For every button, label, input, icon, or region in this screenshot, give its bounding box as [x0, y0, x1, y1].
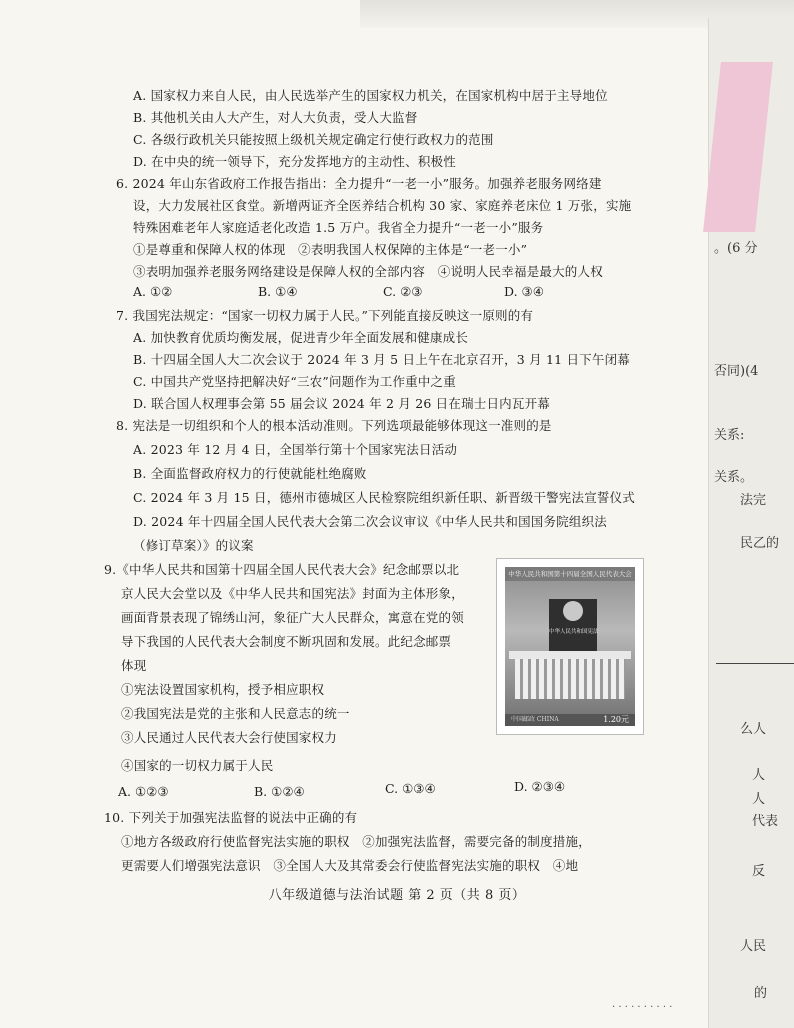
answer-option: A. ①②③ — [118, 784, 169, 799]
adjacent-page-text: 民乙的 — [740, 536, 780, 551]
option-text: A. 2023 年 12 月 4 日，全国举行第十个国家宪法日活动 — [133, 442, 458, 457]
question-stem: 画面背景表现了锦绣山河，象征广大人民群众，寓意在党的领 — [121, 610, 464, 625]
answer-option: A. ①② — [133, 284, 173, 299]
adjacent-page-text: 代表 — [752, 814, 779, 829]
question-stem: 8. 宪法是一切组织和个人的根本活动准则。下列选项最能够体现这一准则的是 — [116, 418, 552, 433]
question-stem: 设，大力发展社区食堂。新增两证齐全医养结合机构 30 家、家庭养老床位 1 万张，实施 — [133, 198, 632, 213]
question-stem: 特殊困难老年人家庭适老化改造 1.5 万户。我省全力提升“一老一小”服务 — [133, 220, 544, 235]
answer-option: B. ①④ — [258, 284, 298, 299]
statement-text: ①宪法设置国家机构，授予相应职权 — [121, 682, 325, 697]
adjacent-page-text: 人民 — [740, 939, 767, 954]
question-stem: 导下我国的人民代表大会制度不断巩固和发展。此纪念邮票 — [121, 634, 452, 649]
stamp-header: 中华人民共和国第十四届全国人民代表大会 — [505, 567, 635, 581]
answer-option: C. ①③④ — [385, 781, 436, 796]
option-text: A. 加快教育优质均衡发展，促进青少年全面发展和健康成长 — [133, 330, 469, 345]
option-text: B. 其他机关由人大产生，对人大负责，受人大监督 — [133, 110, 418, 125]
adjacent-page-text: 的 — [754, 986, 768, 1001]
statement-text: 更需要人们增强宪法意识 ③全国人大及其常委会行使监督宪法实施的职权 ④地 — [121, 858, 579, 873]
stamp-book-title: 中华人民共和国宪法 — [549, 629, 599, 635]
statement-text: ①是尊重和保障人权的体现 ②表明我国人权保障的主体是“一老一小” — [133, 242, 528, 257]
answer-option: D. ③④ — [504, 284, 544, 299]
option-text: （修订草案）》的议案 — [133, 538, 254, 553]
option-text: D. 2024 年十四届全国人民代表大会第二次会议审议《中华人民共和国国务院组织法 — [133, 514, 608, 529]
question-stem: 京人民大会堂以及《中华人民共和国宪法》封面为主体形象， — [121, 586, 464, 601]
stamp-price: 1.20元 — [603, 715, 629, 724]
adjacent-page-text: 。(6 分 — [714, 241, 758, 256]
adjacent-page-text: 么人 — [740, 722, 767, 737]
option-text: B. 十四届全国人大二次会议于 2024 年 3 月 5 日上午在北京召开，3 月 11 日下午闭幕 — [133, 352, 630, 367]
stamp-footer: 中国邮政 CHINA — [505, 714, 635, 726]
answer-option: D. ②③④ — [514, 779, 566, 794]
adjacent-page-text: 否同)(4 — [714, 364, 759, 379]
great-hall-of-the-people — [515, 659, 625, 699]
stamp-artwork — [505, 567, 635, 726]
commemorative-stamp-image — [497, 559, 643, 734]
great-hall-roof — [509, 651, 631, 659]
national-emblem-icon — [563, 601, 583, 621]
bottom-edge-scrap: · · · · · · · · · · — [612, 1002, 673, 1013]
statement-text: ②我国宪法是党的主张和人民意志的统一 — [121, 706, 350, 721]
adjacent-page-text: 关系: — [714, 428, 745, 443]
option-text: D. 在中央的统一领导下，充分发挥地方的主动性、积极性 — [133, 154, 456, 169]
statement-text: ①地方各级政府行使监督宪法实施的职权 ②加强宪法监督，需要完备的制度措施， — [121, 834, 591, 849]
question-stem: 10. 下列关于加强宪法监督的说法中正确的有 — [104, 810, 358, 825]
question-stem: 9.《中华人民共和国第十四届全国人民代表大会》纪念邮票以北 — [104, 562, 460, 577]
option-text: C. 2024 年 3 月 15 日，德州市德城区人民检察院组织新任职、新晋级干警宪法宣誓仪式 — [133, 490, 636, 505]
answer-option: B. ①②④ — [254, 784, 305, 799]
question-stem: 7. 我国宪法规定：“国家一切权力属于人民。”下列能直接反映这一原则的有 — [116, 308, 534, 323]
statement-text: ③人民通过人民代表大会行使国家权力 — [121, 730, 337, 745]
page-footer: 八年级道德与法治试题 第 2 页（共 8 页） — [268, 888, 526, 903]
adjacent-page-text: 人 — [752, 792, 766, 807]
answer-option: C. ②③ — [383, 284, 423, 299]
question-stem: 6. 2024 年山东省政府工作报告指出：全力提升“一老一小”服务。加强养老服务网络建 — [116, 176, 602, 191]
option-text: A. 国家权力来自人民，由人民选举产生的国家权力机关，在国家机构中居于主导地位 — [133, 88, 608, 103]
option-text: C. 各级行政机关只能按照上级机关规定确定行使行政权力的范围 — [133, 132, 494, 147]
adjacent-page-text: 反 — [752, 864, 766, 879]
option-text: D. 联合国人权理事会第 55 届会议 2024 年 2 月 26 日在瑞士日内瓦开幕 — [133, 396, 550, 411]
option-text: C. 中国共产党坚持把解决好“三农”问题作为工作重中之重 — [133, 374, 456, 389]
adjacent-page-text: 法完 — [740, 493, 767, 508]
statement-text: ③表明加强养老服务网络建设是保障人权的全部内容 ④说明人民幸福是最大的人权 — [133, 264, 603, 279]
adjacent-page-rule — [716, 663, 794, 664]
statement-text: ④国家的一切权力属于人民 — [121, 758, 274, 773]
adjacent-page-text: 关系。 — [714, 470, 754, 485]
question-stem: 体现 — [121, 658, 147, 673]
adjacent-page-text: 人 — [752, 768, 766, 783]
option-text: B. 全面监督政府权力的行使就能杜绝腐败 — [133, 466, 367, 481]
